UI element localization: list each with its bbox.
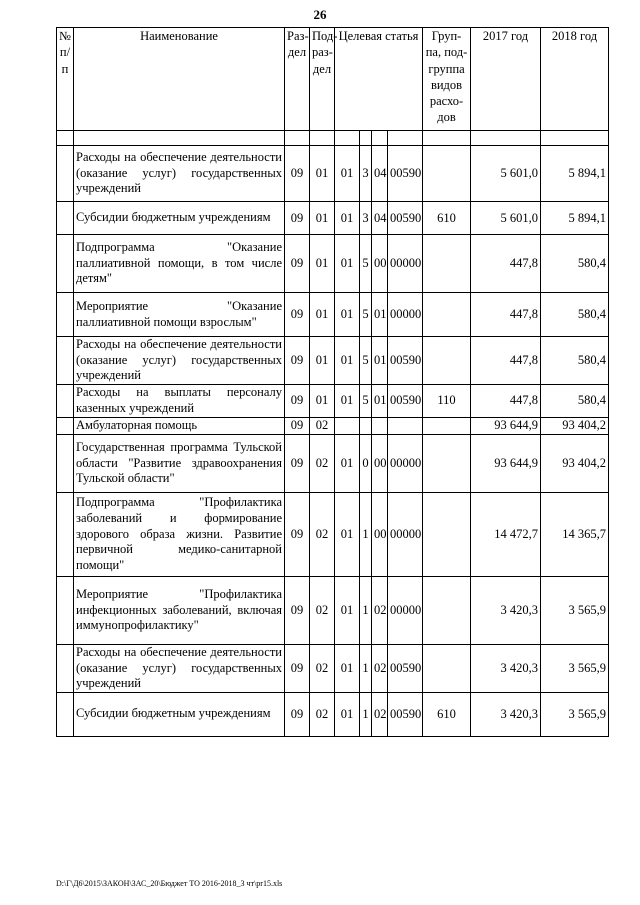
row-name: Расходы на обеспечение деятельности (оказание услуг) государственных учреждений [74,337,285,385]
row-target-direction: 00590 [388,337,423,385]
row-amount-2017: 93 644,9 [471,434,541,492]
row-target-direction: 00000 [388,576,423,644]
row-amount-2017: 5 601,0 [471,202,541,235]
header-name: Наименование [74,28,285,131]
row-target-program: 01 [335,337,360,385]
header-2017: 2017 год [471,28,541,131]
row-target-subprogram [360,417,372,434]
row-num [57,644,74,692]
row-target-direction: 00590 [388,692,423,736]
row-razdel: 09 [285,146,310,202]
row-target-direction: 00590 [388,384,423,417]
table-row [57,576,609,644]
row-amount-2018: 3 565,9 [541,692,609,736]
row-expense-group [423,293,471,337]
row-podrazdel: 01 [310,337,335,385]
row-amount-2017: 3 420,3 [471,576,541,644]
row-target-direction: 00000 [388,293,423,337]
row-target-subprogram: 1 [360,644,372,692]
row-expense-group [423,434,471,492]
row-num [57,384,74,417]
row-expense-group [423,492,471,576]
row-razdel: 09 [285,235,310,293]
row-amount-2017: 447,8 [471,384,541,417]
row-amount-2017: 447,8 [471,293,541,337]
row-target-program: 01 [335,692,360,736]
row-podrazdel: 01 [310,146,335,202]
table-row [57,692,609,736]
row-podrazdel: 01 [310,293,335,337]
row-podrazdel: 02 [310,644,335,692]
table-row [57,202,609,235]
table-row [57,492,609,576]
table-row [57,337,609,385]
row-amount-2017: 5 601,0 [471,146,541,202]
row-amount-2017: 447,8 [471,337,541,385]
row-target-event: 02 [372,692,388,736]
row-razdel: 09 [285,293,310,337]
row-podrazdel: 02 [310,692,335,736]
row-razdel: 09 [285,417,310,434]
row-target-direction: 00590 [388,146,423,202]
row-target-event: 04 [372,146,388,202]
row-target-event: 00 [372,492,388,576]
row-num [57,492,74,576]
row-podrazdel: 01 [310,202,335,235]
row-name: Субсидии бюджетным учреждениям [74,202,285,235]
row-target-subprogram: 5 [360,337,372,385]
row-razdel: 09 [285,692,310,736]
row-num [57,417,74,434]
row-razdel: 09 [285,644,310,692]
row-podrazdel: 02 [310,576,335,644]
row-num [57,202,74,235]
row-target-subprogram: 5 [360,235,372,293]
row-expense-group [423,576,471,644]
row-target-program [335,417,360,434]
row-target-subprogram: 1 [360,492,372,576]
row-name: Расходы на выплаты персоналу казенных учреждений [74,384,285,417]
row-expense-group [423,146,471,202]
row-target-subprogram: 5 [360,384,372,417]
row-podrazdel: 02 [310,417,335,434]
row-amount-2017: 93 644,9 [471,417,541,434]
row-target-event: 02 [372,576,388,644]
table-body [57,131,609,737]
header-expense-group: Груп-па, под-группа видов расхо-дов [423,28,471,131]
row-podrazdel: 01 [310,384,335,417]
page-number: 26 [313,7,327,22]
header-2018: 2018 год [541,28,609,131]
row-name: Расходы на обеспечение деятельности (оказание услуг) государственных учреждений [74,146,285,202]
row-target-event: 00 [372,434,388,492]
row-target-program: 01 [335,384,360,417]
row-target-subprogram: 1 [360,692,372,736]
row-expense-group [423,417,471,434]
table-row [57,293,609,337]
row-num [57,337,74,385]
row-name: Подпрограмма "Оказание паллиативной помощи, в том числе детям" [74,235,285,293]
row-name: Субсидии бюджетным учреждениям [74,692,285,736]
row-razdel: 09 [285,337,310,385]
row-target-subprogram: 5 [360,293,372,337]
footer-file-path: D:\Г\Д6\2015\ЗАКОН\ЗАС_20\Бюджет ТО 2016-2018_3 чт\pr15.xls [56,879,283,888]
spacer-row [57,131,609,146]
row-name: Мероприятие "Профилактика инфекционных заболеваний, включая иммунопрофилактику" [74,576,285,644]
table-header-row [57,28,609,131]
row-amount-2018: 5 894,1 [541,146,609,202]
row-target-event: 04 [372,202,388,235]
row-target-event: 01 [372,293,388,337]
table-row [57,235,609,293]
header-razdel: Раз-дел [285,28,310,131]
row-target-subprogram: 3 [360,146,372,202]
row-target-program: 01 [335,293,360,337]
row-target-subprogram: 3 [360,202,372,235]
row-amount-2017: 3 420,3 [471,692,541,736]
row-target-direction: 00000 [388,492,423,576]
row-target-event: 01 [372,384,388,417]
row-num [57,692,74,736]
header-num: № п/п [57,28,74,131]
row-expense-group [423,337,471,385]
row-name: Расходы на обеспечение деятельности (оказание услуг) государственных учреждений [74,644,285,692]
row-target-direction [388,417,423,434]
row-amount-2017: 3 420,3 [471,644,541,692]
table-row [57,417,609,434]
row-target-direction: 00590 [388,202,423,235]
row-target-direction: 00000 [388,235,423,293]
row-razdel: 09 [285,576,310,644]
header-target-article: Целевая статья [335,28,423,131]
row-target-direction: 00590 [388,644,423,692]
table-row [57,146,609,202]
budget-table [56,27,609,737]
row-expense-group: 610 [423,202,471,235]
row-name: Мероприятие "Оказание паллиативной помощи взрослым" [74,293,285,337]
row-num [57,235,74,293]
row-target-subprogram: 1 [360,576,372,644]
row-target-event: 02 [372,644,388,692]
row-expense-group [423,644,471,692]
row-expense-group [423,235,471,293]
row-podrazdel: 02 [310,492,335,576]
row-amount-2018: 580,4 [541,384,609,417]
header-podrazdel: Под-раз-дел [310,28,335,131]
row-amount-2018: 3 565,9 [541,576,609,644]
row-podrazdel: 01 [310,235,335,293]
row-num [57,293,74,337]
row-name: Государственная программа Тульской области "Развитие здравоохранения Тульской области" [74,434,285,492]
row-target-direction: 00000 [388,434,423,492]
row-podrazdel: 02 [310,434,335,492]
row-amount-2018: 580,4 [541,235,609,293]
row-razdel: 09 [285,202,310,235]
table-row [57,384,609,417]
row-target-event [372,417,388,434]
row-amount-2018: 580,4 [541,337,609,385]
row-amount-2018: 5 894,1 [541,202,609,235]
row-amount-2017: 14 472,7 [471,492,541,576]
row-target-program: 01 [335,202,360,235]
row-amount-2018: 3 565,9 [541,644,609,692]
row-amount-2017: 447,8 [471,235,541,293]
row-name: Амбулаторная помощь [74,417,285,434]
row-target-program: 01 [335,146,360,202]
row-target-event: 01 [372,337,388,385]
row-razdel: 09 [285,434,310,492]
row-target-event: 00 [372,235,388,293]
row-expense-group: 110 [423,384,471,417]
row-razdel: 09 [285,492,310,576]
row-num [57,434,74,492]
row-name: Подпрограмма "Профилактика заболеваний и формирование здорового образа жизни. Развитие первичной медико-санитарной помощи" [74,492,285,576]
row-amount-2018: 580,4 [541,293,609,337]
row-razdel: 09 [285,384,310,417]
row-amount-2018: 14 365,7 [541,492,609,576]
row-target-program: 01 [335,434,360,492]
row-amount-2018: 93 404,2 [541,417,609,434]
table-row [57,644,609,692]
row-target-program: 01 [335,576,360,644]
row-num [57,146,74,202]
row-target-program: 01 [335,235,360,293]
row-amount-2018: 93 404,2 [541,434,609,492]
row-target-program: 01 [335,644,360,692]
row-target-subprogram: 0 [360,434,372,492]
row-target-program: 01 [335,492,360,576]
row-expense-group: 610 [423,692,471,736]
table-row [57,434,609,492]
row-num [57,576,74,644]
